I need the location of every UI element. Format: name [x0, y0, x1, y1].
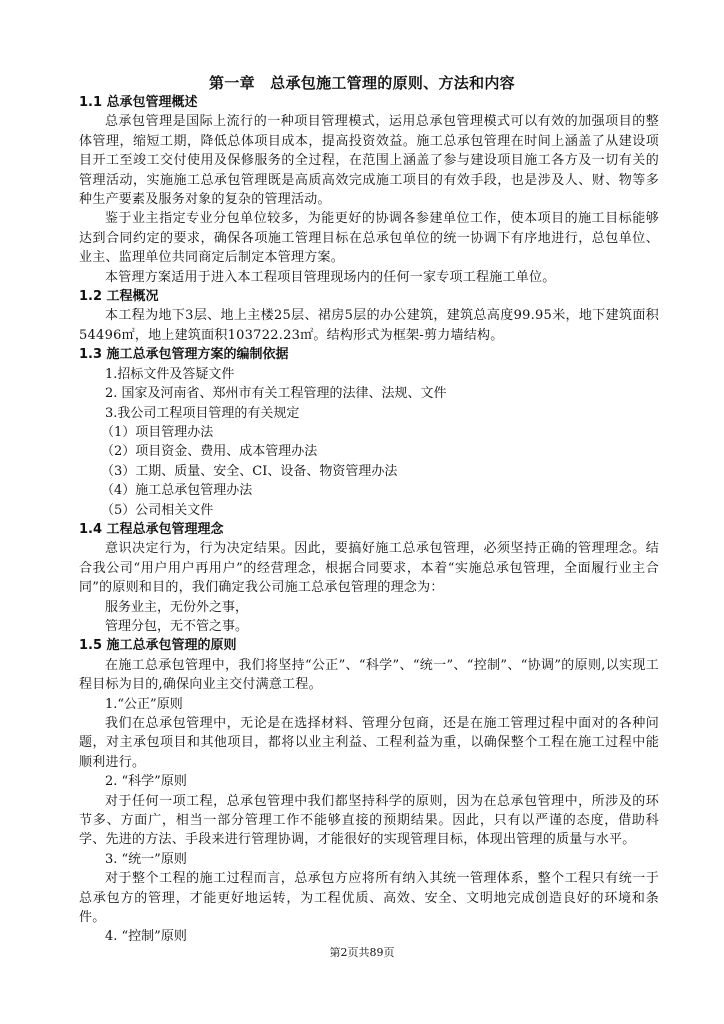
- list-item: 1.招标文件及答疑文件: [105, 366, 235, 382]
- paragraph: 总承包管理是国际上流行的一种项目管理模式，运用总承包管理模式可以有效的加强项目的整体管理，缩短工期，降低总体项目成本，提高投资效益。施工总承包管理在时间上涵盖了从建设项目开工至竣工交付使用及保修服务的全过程，在范围上涵盖了参与建设项目施工各方及一切有关的管理活动，实施施工总承包管理既是高质高效完成施工项目的有效手段，也是涉及人、财、物等多种生产要素及服务对象的复杂的管理活动。: [79, 114, 659, 208]
- list-subitem: （5）公司相关文件: [101, 502, 214, 518]
- chapter-title: 第一章 总承包施工管理的原则、方法和内容: [208, 74, 515, 92]
- list-subitem: （2）项目资金、费用、成本管理办法: [101, 444, 318, 460]
- list-subitem: （4）施工总承包管理办法: [101, 483, 253, 499]
- paragraph: 对于整个工程的施工过程而言，总承包方应将所有纳入其统一管理体系，整个工程只有统一于总承包方的管理，才能更好地运转，为工程优质、高效、安全、文明地完成创造良好的环境和条件。: [79, 871, 659, 926]
- section-heading-1-4: 1.4 工程总承包管理理念: [79, 521, 224, 537]
- section-heading-1-5: 1.5 施工总承包管理的原则: [79, 638, 237, 654]
- section-heading-1-3: 1.3 施工总承包管理方案的编制依据: [79, 347, 289, 363]
- section-heading-1-2: 1.2 工程概况: [79, 289, 159, 305]
- section-heading-1-1: 1.1 总承包管理概述: [79, 95, 198, 110]
- list-subitem: （1）项目管理办法: [101, 424, 214, 440]
- paragraph: 本工程为地下3层、地上主楼25层、裙房5层的办公建筑，建筑总高度99.95米，地下建筑面积54496㎡，地上建筑面积103722.23㎡。结构形式为框架-剪力墙结构。: [79, 308, 659, 343]
- list-item: 3.我公司工程项目管理的有关规定: [105, 405, 300, 421]
- list-subitem: （3）工期、质量、安全、CI、设备、物资管理办法: [101, 463, 398, 479]
- principle-title: 4. “控制”原则: [105, 929, 187, 945]
- document-body: [79, 93, 659, 947]
- principle-title: 3. “统一”原则: [105, 851, 187, 867]
- paragraph: 意识决定行为，行为决定结果。因此，要搞好施工总承包管理，必须坚持正确的管理理念。结合我公司“用户用户再用户”的经营理念，根据合同要求，本着“实施总承包管理，全面履行业主合同”的原则和目的，我们确定我公司施工总承包管理的理念为：: [79, 541, 659, 596]
- paragraph: 在施工总承包管理中，我们将坚持“公正”、“科学”、“统一”、“控制”、“协调”的原则,以实现工程目标为目的,确保向业主交付满意工程。: [79, 657, 659, 693]
- page-footer: 第2页共89页: [329, 946, 395, 959]
- paragraph: 对于任何一项工程，总承包管理中我们都坚持科学的原则，因为在总承包管理中，所涉及的环节多、方面广，相当一部分管理工作不能够直接的预期结果。因此，只有以严谨的态度，借助科学、先进的方法、手段来进行管理协调，才能很好的实现管理目标，体现出管理的质量与水平。: [79, 793, 659, 848]
- principle-title: 2. “科学”原则: [105, 774, 187, 790]
- motto-line: 管理分包，无不管之事。: [105, 618, 249, 634]
- list-item: 2. 国家及河南省、郑州市有关工程管理的法律、法规、文件: [105, 386, 447, 402]
- motto-line: 服务业主，无份外之事，: [105, 599, 249, 615]
- paragraph: 鉴于业主指定专业分包单位较多，为能更好的协调各参建单位工作，使本项目的施工目标能够达到合同约定的要求，确保各项施工管理目标在总承包单位的统一协调下有序地进行，总包单位、业主、监理单位共同商定后制定本管理方案。: [79, 211, 659, 266]
- principle-title: 1.“公正”原则: [105, 696, 183, 712]
- paragraph: 我们在总承包管理中，无论是在选择材料、管理分包商，还是在施工管理过程中面对的各种问题，对主承包项目和其他项目，都将以业主利益、工程利益为重，以确保整个工程在施工过程中能顺利进行。: [79, 716, 659, 770]
- paragraph: 本管理方案适用于进入本工程项目管理现场内的任何一家专项工程施工单位。: [105, 269, 556, 285]
